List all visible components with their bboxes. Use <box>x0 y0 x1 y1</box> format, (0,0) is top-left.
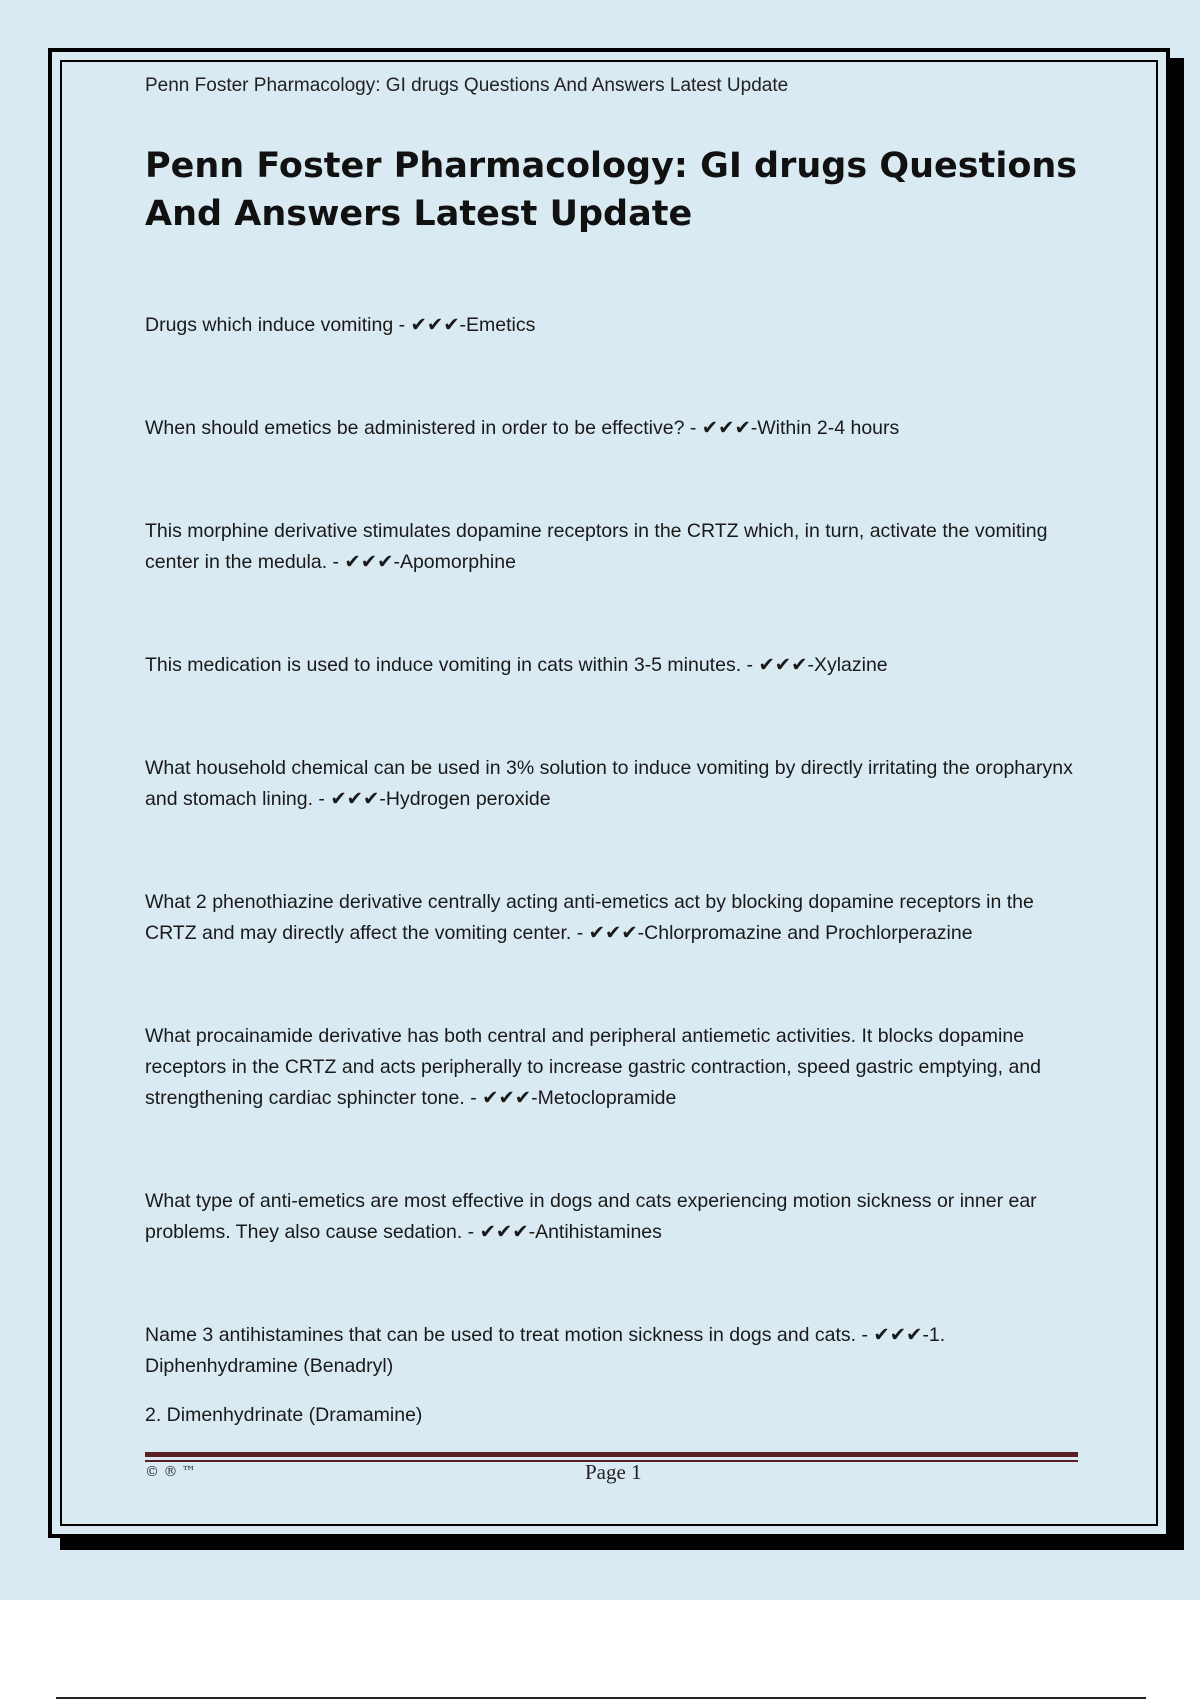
footer-rule <box>145 1452 1078 1457</box>
running-header: Penn Foster Pharmacology: GI drugs Questions And Answers Latest Update <box>145 75 789 96</box>
page-number: Page 1 <box>585 1460 642 1484</box>
document-title: Penn Foster Pharmacology: GI drugs Questions And Answers Latest Update <box>145 146 1078 234</box>
next-page-top-rule <box>56 1697 1146 1699</box>
qa-item: What procainamide derivative has both central and peripheral antiemetic activities. It blocks dopamine receptors in the CRTZ and acts peripherally to increase gastric contraction, speed gastric emptying, and strengthening cardiac sphincter tone. - ✔✔✔-Metoclopramide <box>145 1025 1042 1109</box>
qa-item: Drugs which induce vomiting - ✔✔✔-Emetics <box>145 314 536 336</box>
document-content <box>145 72 1080 1431</box>
qa-item: What type of anti-emetics are most effective in dogs and cats experiencing motion sickness or inner ear problems. They also cause sedation. - ✔✔✔-Antihistamines <box>145 1190 1037 1243</box>
qa-item: Name 3 antihistamines that can be used to treat motion sickness in dogs and cats. - ✔✔✔-1. Diphenhydramine (Benadryl) <box>145 1324 946 1377</box>
qa-item: When should emetics be administered in order to be effective? - ✔✔✔-Within 2-4 hours <box>145 417 900 439</box>
footer-trademark-symbols: © ® ™ <box>145 1464 196 1480</box>
qa-item: What household chemical can be used in 3% solution to induce vomiting by directly irritating the oropharynx and stomach lining. - ✔✔✔-Hydrogen peroxide <box>145 757 1073 810</box>
qa-list <box>145 310 1080 1431</box>
qa-item: What 2 phenothiazine derivative centrally acting anti-emetics act by blocking dopamine receptors in the CRTZ and may directly affect the vomiting center. - ✔✔✔-Chlorpromazine and Prochlorperazine <box>145 891 1034 944</box>
qa-item: This morphine derivative stimulates dopamine receptors in the CRTZ which, in turn, activate the vomiting center in the medula. - ✔✔✔-Apomorphine <box>145 520 1048 573</box>
qa-item: This medication is used to induce vomiting in cats within 3-5 minutes. - ✔✔✔-Xylazine <box>145 654 888 676</box>
qa-item-continuation: 2. Dimenhydrinate (Dramamine) <box>145 1404 423 1426</box>
